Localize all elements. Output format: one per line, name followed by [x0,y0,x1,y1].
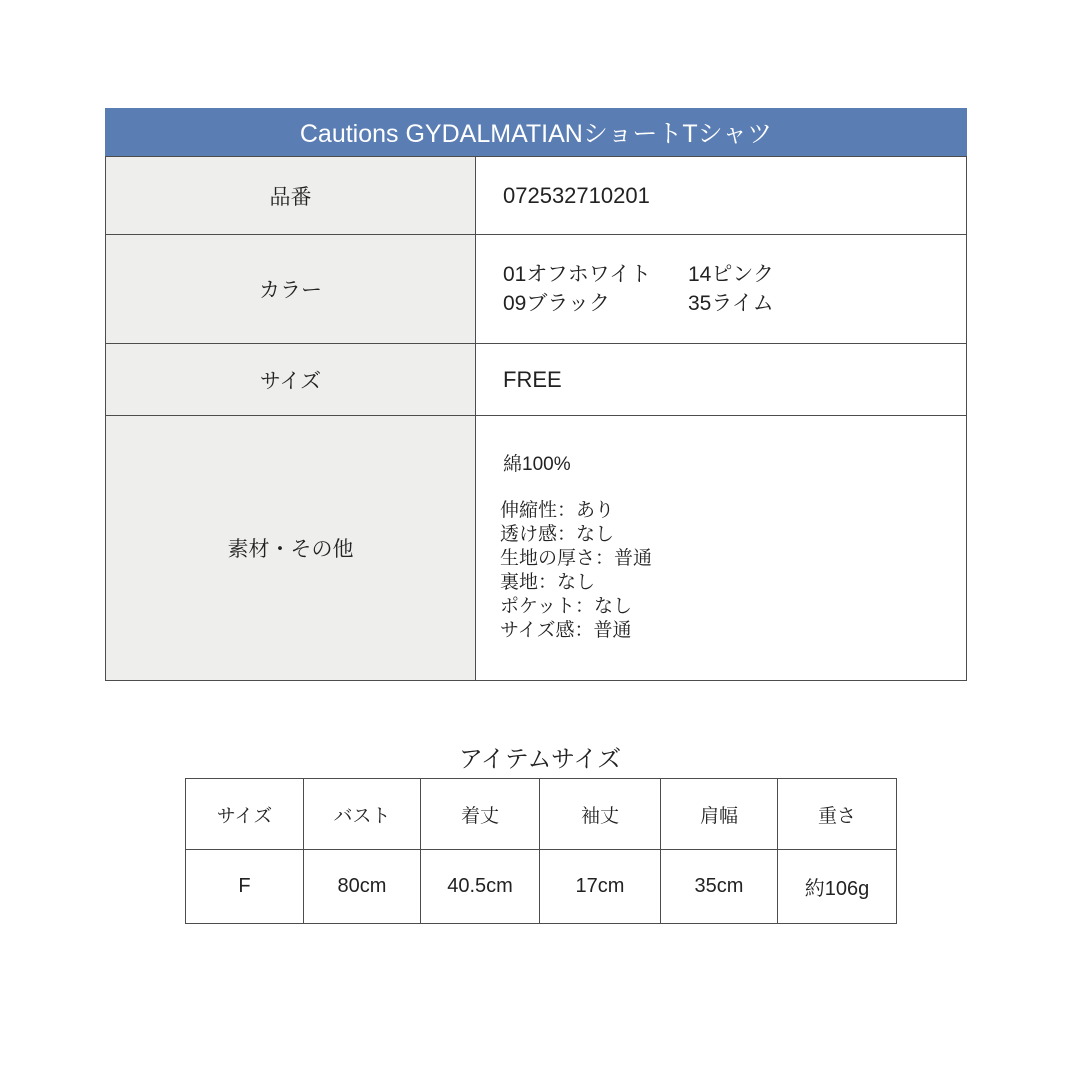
sleeve-cell: 17cm [540,850,660,923]
spec-table [105,156,967,681]
material-detail: 裏地：なし [500,572,596,593]
item-number-label: 品番 [106,157,475,234]
shoulder-column-header: 肩幅 [661,779,777,849]
length-column-header: 着丈 [421,779,539,849]
size-value: FREE [476,344,966,415]
material-detail: ポケット：なし [500,596,633,617]
weight-cell: 約106g [778,850,896,923]
color-label: カラー [106,235,475,343]
item-number-value: 072532710201 [476,157,966,234]
material-detail: 生地の厚さ：普通 [500,548,653,569]
color-option: 01オフホワイト [503,263,652,286]
bust-cell: 80cm [304,850,420,923]
shoulder-cell: 35cm [661,850,777,923]
color-value [476,235,966,343]
material-value [476,416,966,680]
item-size-table [185,778,897,924]
material-composition: 綿100% [503,454,571,475]
weight-column-header: 重さ [778,779,896,849]
material-detail: 透け感：なし [500,524,615,545]
color-options [503,260,774,318]
size-label: サイズ [106,344,475,415]
material-detail: 伸縮性：あり [500,500,615,521]
material-label: 素材・その他 [106,416,475,680]
size-column-header: サイズ [186,779,303,849]
length-cell: 40.5cm [421,850,539,923]
color-option: 09ブラック [503,292,610,315]
material-detail: サイズ感：普通 [500,620,632,641]
product-title: Cautions GYDALMATIANショートTシャツ [299,120,773,148]
product-title-bar [105,108,967,156]
size-cell: F [186,850,303,923]
bust-column-header: バスト [304,779,420,849]
sleeve-column-header: 袖丈 [540,779,660,849]
color-option: 35ライム [688,292,774,315]
item-size-title: アイテムサイズ [458,746,622,773]
color-option: 14ピンク [688,263,774,286]
